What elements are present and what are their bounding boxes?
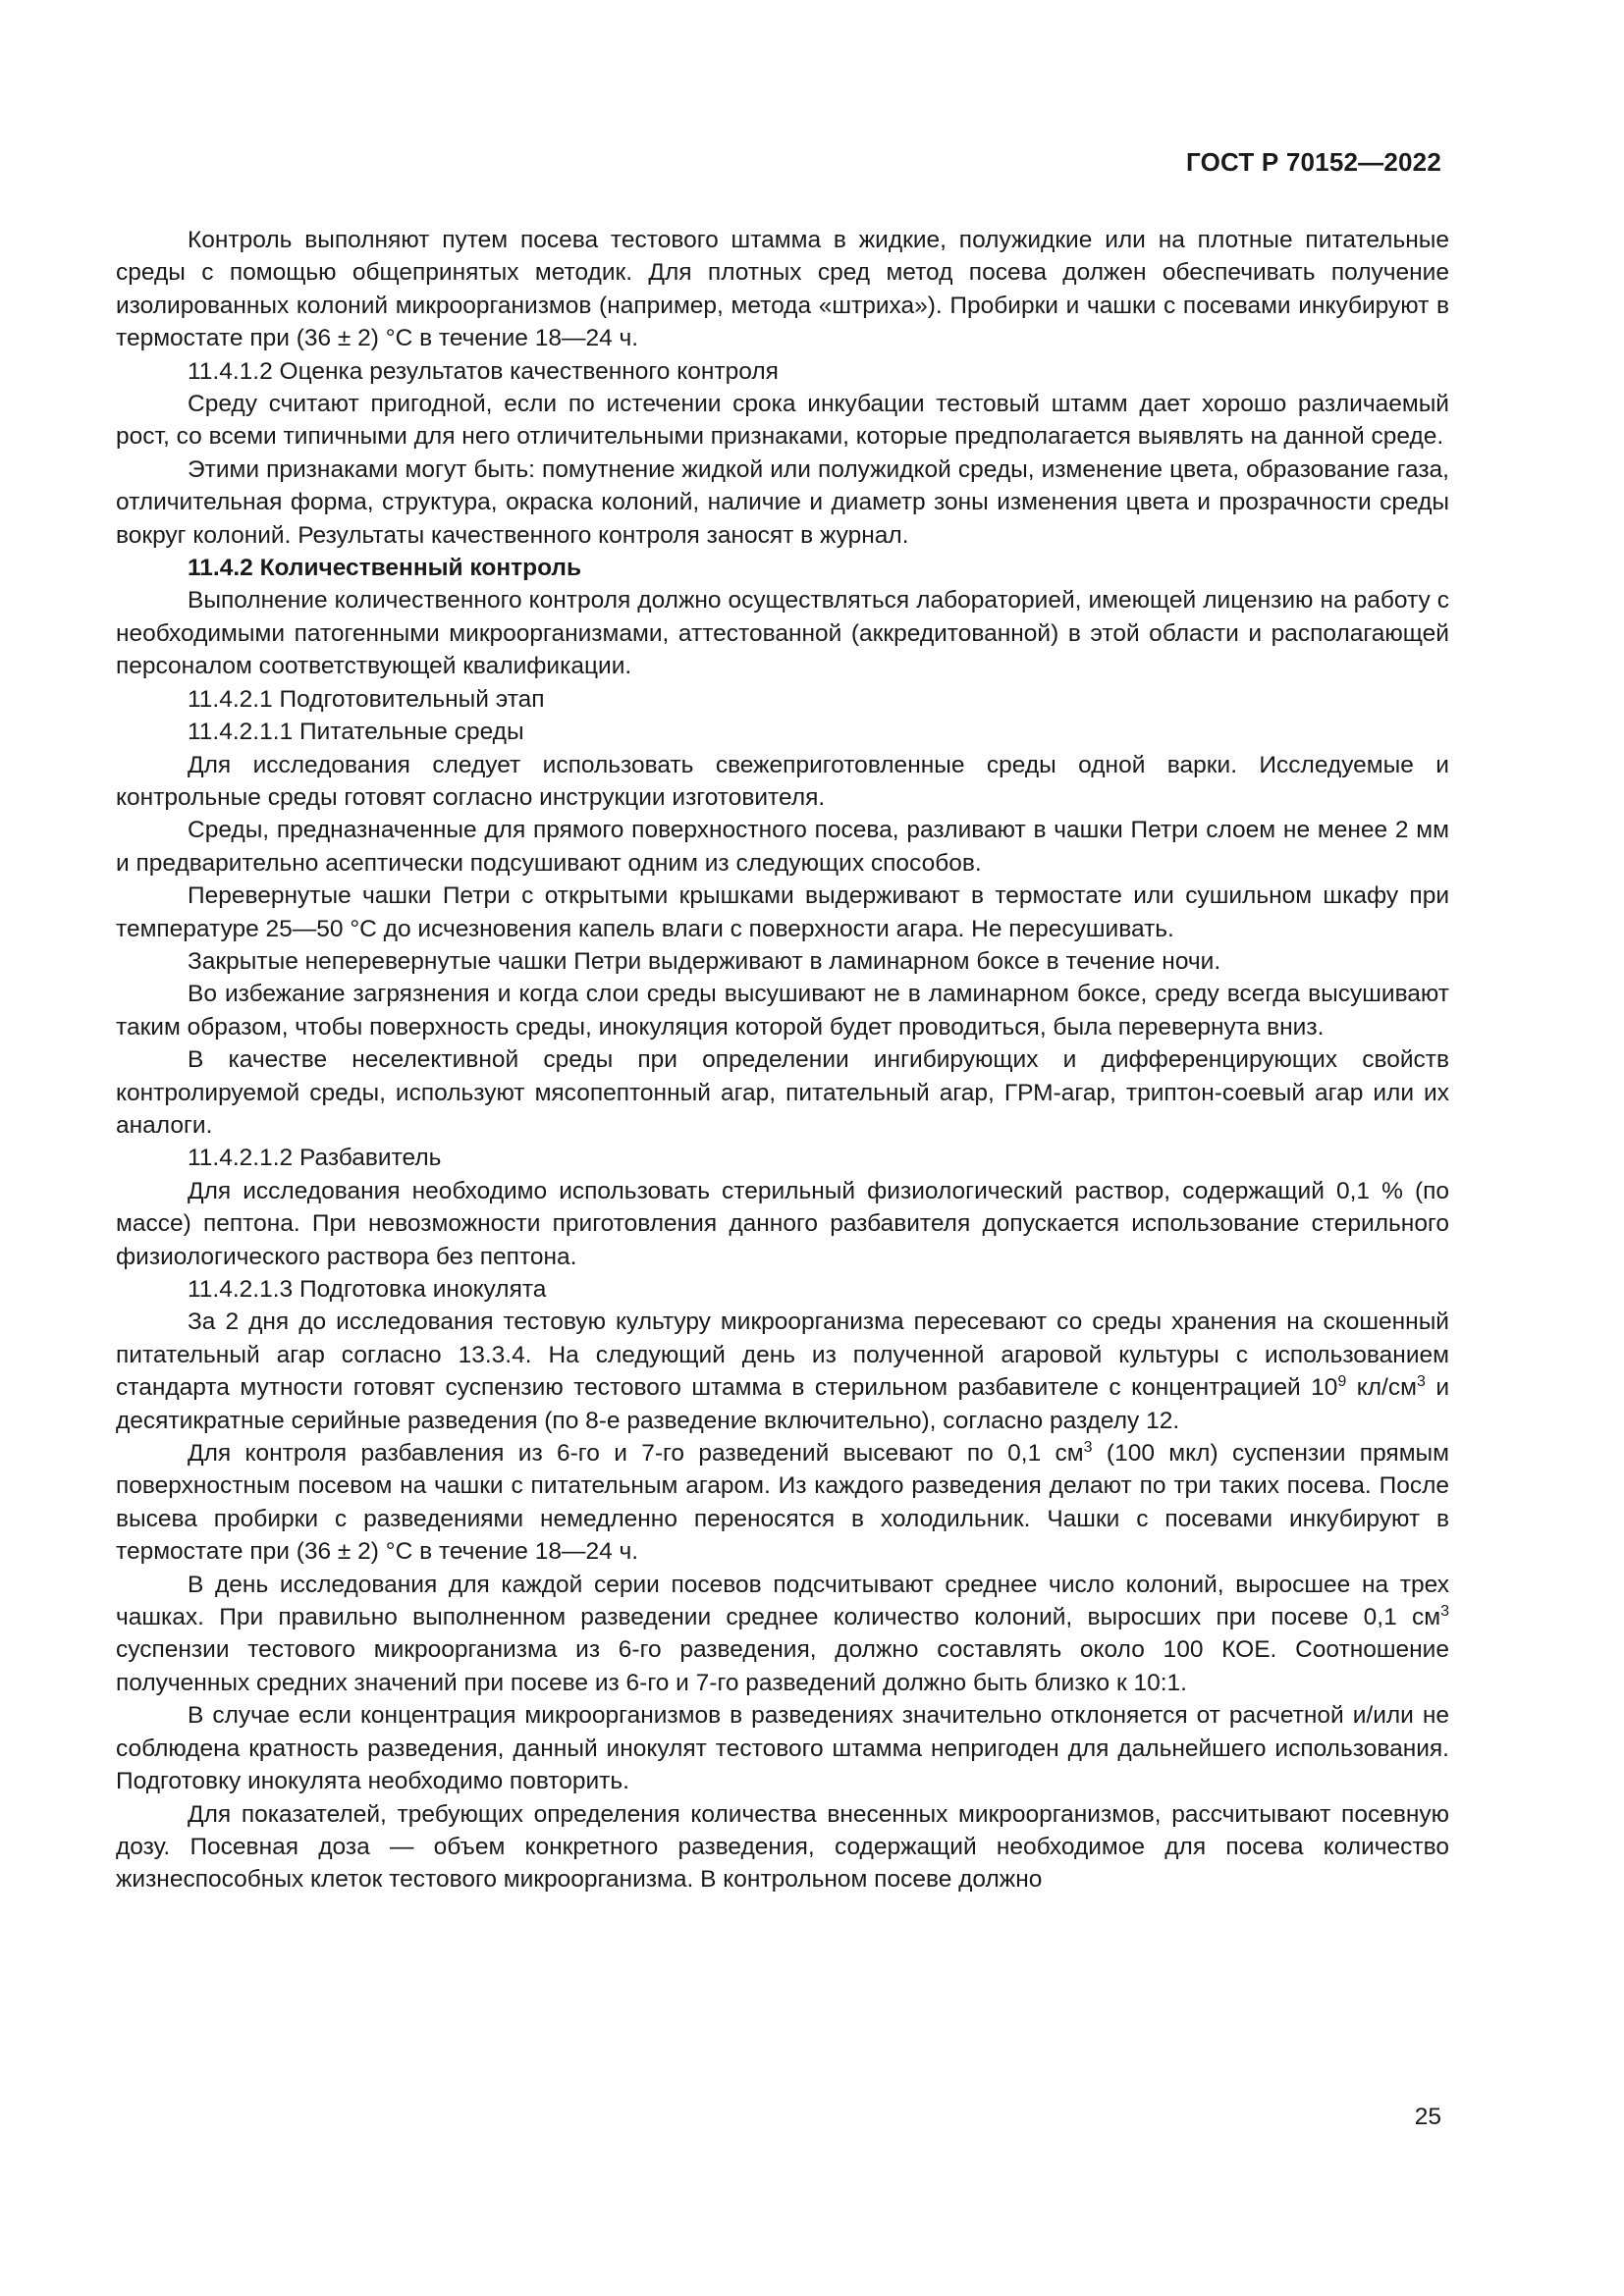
paragraph: Среду считают пригодной, если по истечении срока инкубации тестовый штамм дает хорошо различаемый рост, со всеми типичными для него отличительными признаками, которые предполагается выявлять на данной среде. bbox=[116, 391, 1449, 451]
paragraph: В случае если концентрация микроорганизмов в разведениях значительно отклоняется от расчетной и/или не соблюдена кратность разведения, данный инокулят тестового штамма непригоден для дальнейшего использования. Подготовку инокулята необходимо повторить. bbox=[116, 1702, 1449, 1795]
text-run: суспензии тестового микроорганизма из 6-го разведения, должно составлять около 100 КОЕ. Соотношение полученных средних значений при посеве из 6-го и 7-го разведений должно быть близко к 10:1. bbox=[116, 1636, 1449, 1696]
document-code-header: ГОСТ Р 70152—2022 bbox=[1186, 147, 1441, 177]
section-heading-bold: 11.4.2 Количественный контроль bbox=[188, 555, 582, 582]
superscript: 3 bbox=[1440, 1602, 1449, 1620]
superscript: 9 bbox=[1337, 1373, 1347, 1391]
paragraph: Среды, предназначенные для прямого поверхностного посева, разливают в чашки Петри слоем не менее 2 мм и предварительно асептически подсушивают одним из следующих способов. bbox=[116, 817, 1449, 877]
paragraph: Контроль выполняют путем посева тестового штамма в жидкие, полужидкие или на плотные питательные среды с помощью общепринятых методик. Для плотных сред метод посева должен обеспечивать получение изолированных колоний микроорганизмов (например, метода «штриха»). Пробирки и чашки с посевами инкубируют в термостате при (36 ± 2) °С в течение 18—24 ч. bbox=[116, 227, 1449, 352]
superscript: 3 bbox=[1416, 1373, 1426, 1391]
paragraph bbox=[116, 1569, 1449, 1700]
paragraph: Для исследования следует использовать свежеприготовленные среды одной варки. Исследуемые и контрольные среды готовят согласно инструкции изготовителя. bbox=[116, 751, 1449, 811]
text-run: кл/см bbox=[1346, 1374, 1417, 1402]
document-body bbox=[116, 224, 1449, 1896]
section-heading: 11.4.2.1.2 Разбавитель bbox=[188, 1145, 442, 1172]
text-run: и десятикратные серийные разведения (по 8-е разведение включительно), согласно разделу 12. bbox=[116, 1374, 1450, 1434]
paragraph bbox=[116, 1306, 1449, 1437]
section-heading: 11.4.1.2 Оценка результатов качественного контроля bbox=[188, 357, 779, 385]
text-run: В день исследования для каждой серии посевов подсчитывают среднее число колоний, выросшее на трех чашках. При правильно выполненном разведении среднее количество колоний, выросших при посеве 0,1 см bbox=[116, 1571, 1449, 1631]
section-heading: 11.4.2.1.1 Питательные среды bbox=[188, 719, 524, 746]
paragraph: Закрытые неперевернутые чашки Петри выдерживают в ламинарном боксе в течение ночи. bbox=[188, 947, 1221, 975]
paragraph: В качестве неселективной среды при определении ингибирующих и дифференцирующих свойств контролируемой среды, используют мясопептонный агар, питательный агар, ГРМ-агар, триптон-соевый агар или их аналоги. bbox=[116, 1046, 1449, 1139]
text-run: За 2 дня до исследования тестовую культуру микроорганизма пересевают со среды хранения на скошенный питательный агар согласно 13.3.4. На следующий день из полученной агаровой культуры с использованием стандарта мутности готовят суспензию тестового штамма в стерильном разбавителе с концентрацией 10 bbox=[116, 1308, 1449, 1402]
section-heading: 11.4.2.1.3 Подготовка инокулята bbox=[188, 1276, 547, 1303]
superscript: 3 bbox=[1083, 1438, 1093, 1456]
section-heading: 11.4.2.1 Подготовительный этап bbox=[188, 685, 545, 713]
paragraph: Этими признаками могут быть: помутнение жидкой или полужидкой среды, изменение цвета, образование газа, отличительная форма, структура, окраска колоний, наличие и диаметр зоны изменения цвета и прозрачности среды вокруг колоний. Результаты качественного контроля заносят в журнал. bbox=[116, 455, 1449, 549]
paragraph: Для исследования необходимо использовать стерильный физиологический раствор, содержащий 0,1 % (по массе) пептона. При невозможности приготовления данного разбавителя допускается использование стерильного физиологического раствора без пептона. bbox=[116, 1177, 1449, 1270]
page-number: 25 bbox=[1414, 2104, 1441, 2130]
paragraph: Перевернутые чашки Петри с открытыми крышками выдерживают в термостате или сушильном шкафу при температуре 25—50 °С до исчезновения капель влаги с поверхности агара. Не пересушивать. bbox=[116, 882, 1449, 942]
paragraph: Для показателей, требующих определения количества внесенных микроорганизмов, рассчитывают посевную дозу. Посевная доза — объем конкретного разведения, содержащий необходимое для посева количество жизнеспособных клеток тестового микроорганизма. В контрольном посеве должно bbox=[116, 1800, 1449, 1894]
text-run: Для контроля разбавления из 6-го и 7-го разведений высевают по 0,1 см bbox=[188, 1440, 1084, 1468]
text-run: (100 мкл) суспензии прямым поверхностным посевом на чашки с питательным агаром. Из каждого разведения делают по три таких посева. После высева пробирки с разведениями немедленно переносятся в холодильник. Чашки с посевами инкубируют в термостате при (36 ± 2) °С в течение 18—24 ч. bbox=[116, 1440, 1449, 1566]
paragraph: Выполнение количественного контроля должно осуществляться лабораторией, имеющей лицензию на работу с необходимыми патогенными микроорганизмами, аттестованной (аккредитованной) в этой области и располагающей персоналом соответствующей квалификации. bbox=[116, 587, 1449, 680]
paragraph: Во избежание загрязнения и когда слои среды высушивают не в ламинарном боксе, среду всегда высушивают таким образом, чтобы поверхность среды, инокуляция которой будет проводиться, была перевернута вниз. bbox=[116, 981, 1449, 1041]
paragraph bbox=[116, 1437, 1449, 1569]
